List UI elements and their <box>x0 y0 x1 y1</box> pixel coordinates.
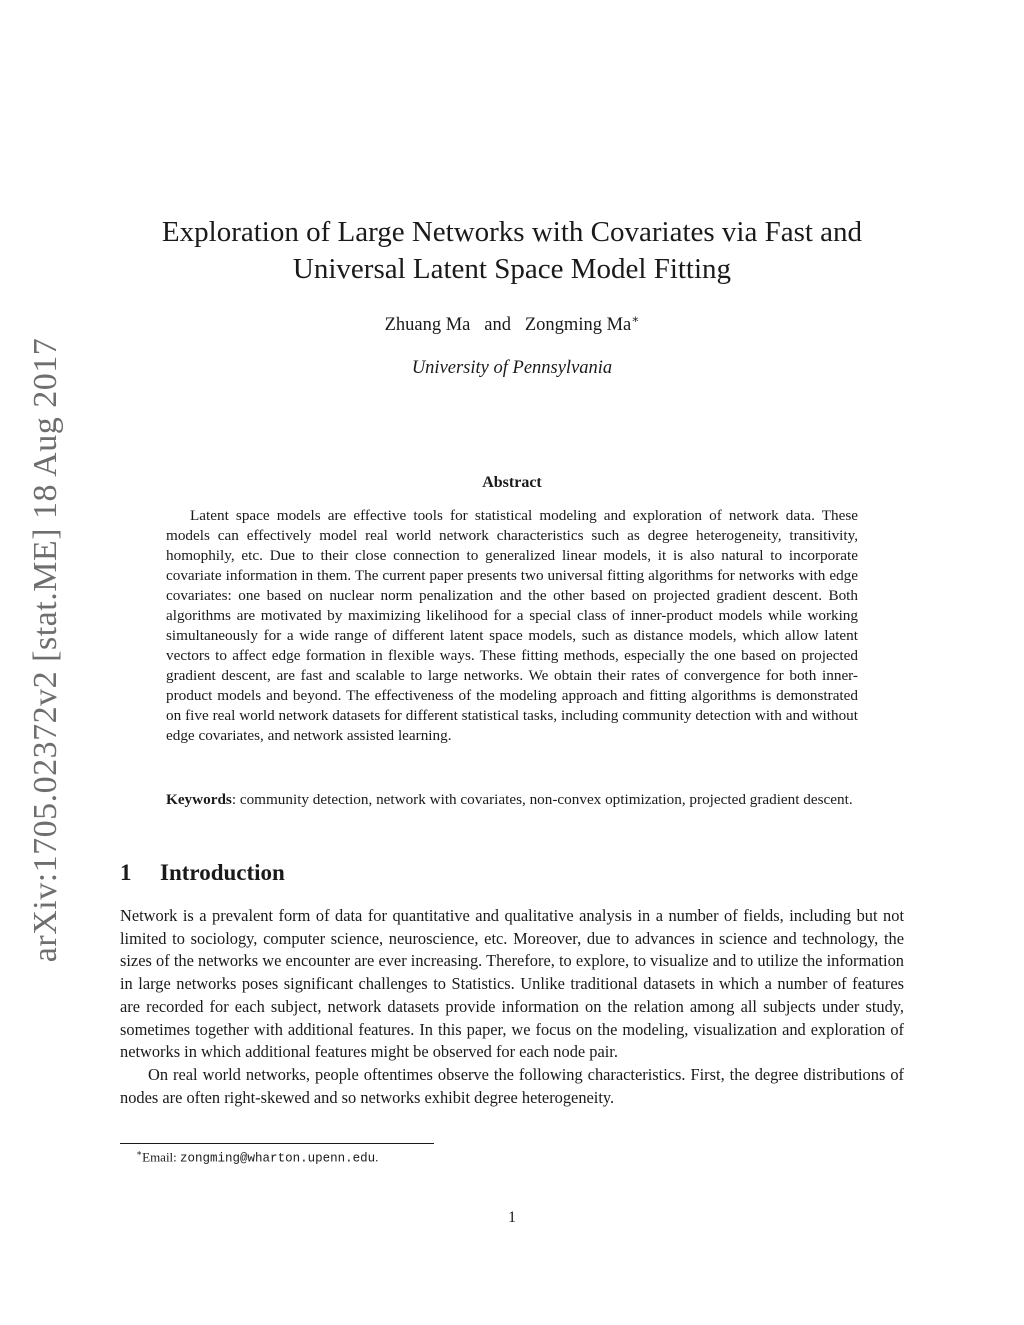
footnote-email[interactable]: zongming@wharton.upenn.edu <box>180 1151 376 1166</box>
author-2: Zongming Ma <box>524 315 632 336</box>
page-number: 1 <box>508 1209 516 1226</box>
paper-title <box>120 214 904 288</box>
introduction-text <box>120 905 904 1109</box>
intro-paragraph-2: On real world networks, people oftentimes observe the following characteristics. First, the degree distributions of nodes are often right-skewed and so networks exhibit degree heterogeneity. <box>120 1064 904 1107</box>
intro-paragraph-1: Network is a prevalent form of data for quantitative and qualitative analysis in a number of fields, including but not limited to sociology, computer science, neuroscience, etc. Moreover, due to advances in science and technology, the sizes of the networks we encounter are ever increasing. Therefore, to explore, to visualize and to utilize the information in large networks poses significant challenges to Statistics. Unlike traditional datasets in which a number of features are recorded for each subject, network datasets provide information on the relation among all subjects under study, sometimes together with additional features. In this paper, we focus on the modeling, visualization and exploration of networks in which additional features might be observed for each node pair. <box>120 906 904 1062</box>
abstract-body: Latent space models are effective tools for statistical modeling and exploration of network data. These models can effectively model real world network characteristics such as degree heterogeneity, transitivity, homophily, etc. Due to their close connection to generalized linear models, it is also natural to incorporate covariate information in them. The current paper presents two universal fitting algorithms for networks with edge covariates: one based on nuclear norm penalization and the other based on projected gradient descent. Both algorithms are motivated by maximizing likelihood for a special class of inner-product models while working simultaneously for a wide range of different latent space models, such as distance models, which allow latent vectors to affect edge formation in flexible ways. These fitting methods, especially the one based on projected gradient descent, are fast and scalable to large networks. We obtain their rates of convergence for both inner-product models and beyond. The effectiveness of the modeling approach and fitting algorithms is demonstrated on five real world network datasets for different statistical tasks, including community detection with and without edge covariates, and network assisted learning. <box>166 507 858 744</box>
author-conjunction: and <box>484 315 511 336</box>
keywords-label: Keywords <box>166 791 232 808</box>
footnote-label: Email: <box>142 1149 181 1165</box>
keywords <box>166 790 858 810</box>
abstract-heading: Abstract <box>482 474 542 491</box>
section-title: Introduction <box>160 860 285 885</box>
footnote-end: . <box>375 1149 379 1165</box>
section-heading <box>120 860 285 886</box>
title-line-2: Universal Latent Space Model Fitting <box>292 253 732 285</box>
author-footnote-mark: ∗ <box>631 312 640 326</box>
section-number: 1 <box>120 860 132 885</box>
arxiv-identifier: arXiv:1705.02372v2 [stat.ME] 18 Aug 2017 <box>27 337 64 963</box>
footnote-rule <box>120 1143 434 1144</box>
affiliation: University of Pennsylvania <box>411 358 613 378</box>
author-list <box>120 312 904 336</box>
keywords-text: : community detection, network with covariates, non-convex optimization, projected gradient descent. <box>231 791 853 808</box>
title-line-1: Exploration of Large Networks with Covariates via Fast and <box>161 216 863 248</box>
footnote-mark: ∗ <box>136 1148 143 1158</box>
footnote <box>136 1148 378 1165</box>
author-1: Zhuang Ma <box>384 315 471 336</box>
